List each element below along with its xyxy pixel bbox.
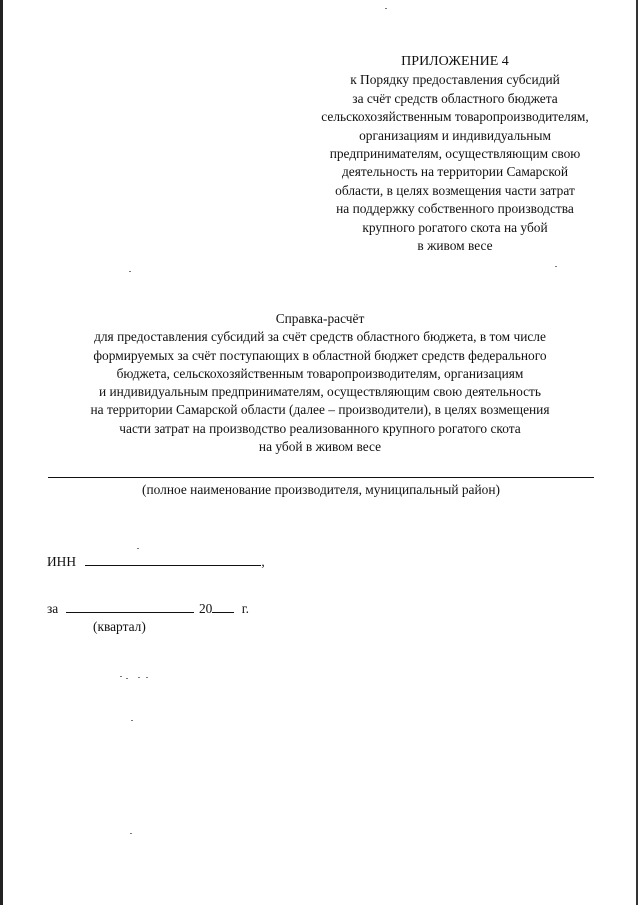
certificate-line: бюджета, сельскохозяйственным товаропроизводителям, организациям — [116, 365, 524, 381]
scan-speck — [555, 266, 557, 267]
certificate-line: на убой в живом весе — [258, 439, 382, 455]
scan-speck — [130, 833, 132, 834]
period-suffix: г. — [241, 601, 250, 616]
certificate-title: Справка-расчёт — [275, 311, 365, 326]
scan-speck — [137, 548, 139, 549]
producer-name-field[interactable] — [48, 477, 594, 478]
inn-suffix: , — [261, 554, 265, 569]
appendix-line: на поддержку собственного производства — [336, 201, 574, 217]
appendix-title: ПРИЛОЖЕНИЕ 4 — [401, 54, 509, 69]
scan-speck — [131, 720, 133, 721]
appendix-line: крупного рогатого скота на убой — [362, 219, 548, 235]
scan-speck — [129, 271, 131, 272]
appendix-line: в живом весе — [417, 238, 493, 254]
scan-speck — [138, 677, 140, 678]
period-prefix: за — [47, 601, 59, 616]
appendix-line: области, в целях возмещения части затрат — [335, 182, 575, 198]
inn-field[interactable] — [85, 551, 261, 566]
year-prefix: 20 — [198, 601, 213, 616]
year-field[interactable] — [212, 598, 234, 613]
certificate-line: части затрат на производство реализованного крупного рогатого скота — [119, 420, 521, 436]
scan-speck — [146, 677, 148, 678]
certificate-block — [30, 310, 610, 456]
scan-edge-right — [636, 0, 638, 905]
inn-label: ИНН — [47, 554, 77, 569]
appendix-line: сельскохозяйственным товаропроизводителям, — [321, 109, 589, 125]
producer-name-caption: (полное наименование производителя, муниципальный район) — [142, 482, 500, 497]
certificate-line: и индивидуальным предпринимателям, осуществляющим свою деятельность — [98, 384, 542, 400]
scan-speck — [385, 8, 387, 9]
scan-speck — [120, 676, 122, 677]
scan-edge-left — [0, 0, 3, 905]
appendix-line: предпринимателям, осуществляющим свою — [329, 146, 581, 162]
certificate-line: для предоставления субсидий за счёт средств областного бюджета, в том числе — [94, 329, 546, 345]
appendix-line: за счёт средств областного бюджета — [352, 90, 558, 106]
quarter-field[interactable] — [66, 598, 194, 613]
scan-speck — [126, 678, 128, 679]
appendix-line: организациям и индивидуальным — [359, 127, 551, 143]
quarter-caption: (квартал) — [93, 619, 146, 634]
certificate-line: формируемых за счёт поступающих в областной бюджет средств федерального — [93, 347, 547, 363]
appendix-header — [300, 53, 610, 255]
certificate-line: на территории Самарской области (далее – производители), в целях возмещения — [90, 402, 550, 418]
appendix-line: к Порядку предоставления субсидий — [350, 72, 560, 88]
appendix-line: деятельность на территории Самарской — [341, 164, 569, 180]
period-row — [47, 598, 249, 617]
inn-row — [47, 551, 265, 570]
